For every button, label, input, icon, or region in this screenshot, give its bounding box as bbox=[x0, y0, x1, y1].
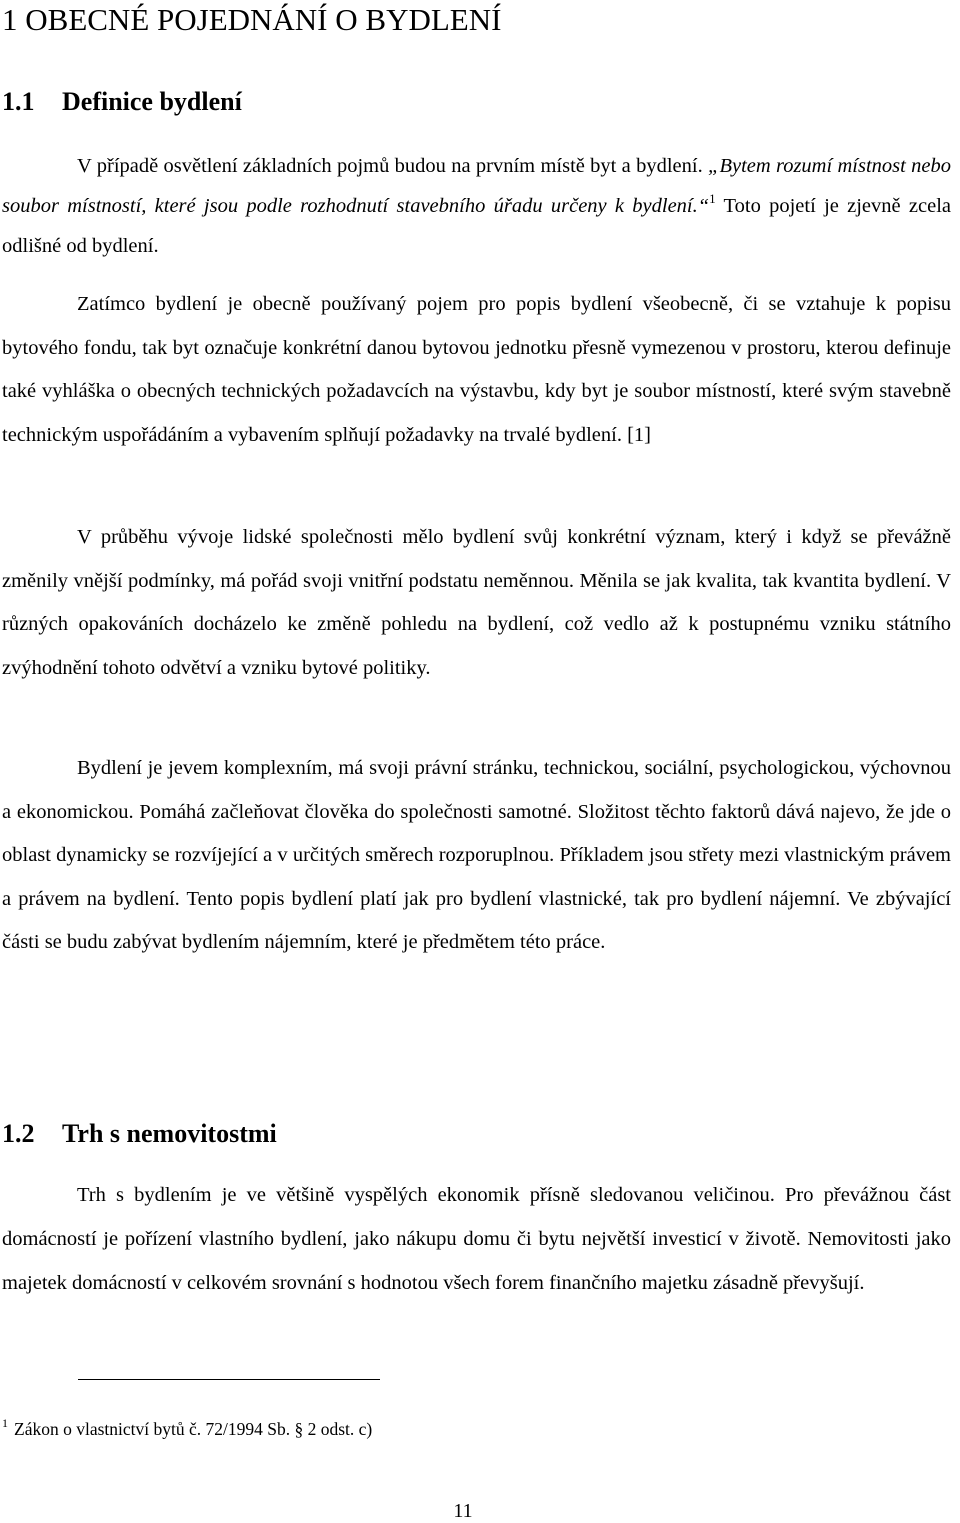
paragraph-byt-vs-bydleni: Zatímco bydlení je obecně používaný pojem pro popis bydlení všeobecně, či se vztahuje k popisu bytového fondu, tak byt označuje konkrétní danou bytovou jednotku přesně vymezenou v prostoru, kterou definuje také vyhláška o obecných technických požadavcích na výstavbu, kdy byt je soubor místností, které svým stavebně technickým uspořádáním a vybavením splňují požadavky na trvalé bydlení. [1] bbox=[2, 293, 951, 446]
footnote bbox=[2, 1417, 372, 1441]
section-heading-definice bbox=[2, 86, 242, 118]
footnote-reference: 1 bbox=[709, 191, 716, 206]
page-number bbox=[0, 1500, 926, 1522]
footnote-text: Zákon o vlastnictví bytů č. 72/1994 Sb. § 2 odst. c) bbox=[14, 1419, 373, 1439]
paragraph-trh: Trh s bydlením je ve většině vyspělých ekonomik přísně sledovanou veličinou. Pro převážnou část domácností je pořízení vlastního bydlení, jako nákupu domu či bytu největší investicí v životě. Nemovitosti jako majetek domácností v celkovém srovnání s hodnotou všech forem finančního majetku zásadně převyšují. bbox=[2, 1184, 951, 1294]
law-quote: „Bytem rozumí místnost nebo soubor místností, které jsou podle rozhodnutí stavebního úřadu určeny k bydlení.“ bbox=[2, 155, 952, 217]
paragraph-definition bbox=[2, 146, 951, 266]
section-number: 1.1 bbox=[2, 87, 35, 116]
paragraph-tail: Toto pojetí je zjevně zcela odlišné od bydlení. bbox=[2, 195, 951, 257]
section-title: Trh s nemovitostmi bbox=[62, 1119, 277, 1148]
page-number-text: 11 bbox=[453, 1500, 473, 1522]
chapter-heading: 1 OBECNÉ POJEDNÁNÍ O BYDLENÍ bbox=[2, 2, 502, 37]
footnote-number: 1 bbox=[2, 1416, 8, 1430]
section-heading-trh bbox=[2, 1118, 277, 1150]
paragraph-komplexnost: Bydlení je jevem komplexním, má svoji právní stránku, technickou, sociální, psychologickou, výchovnou a ekonomickou. Pomáhá začleňovat člověka do společnosti samotné. Složitost těchto faktorů dává najevo, že jde o oblast dynamicky se rozvíjející a v určitých směrech rozporuplnou. Příkladem jsou střety mezi vlastnickým právem a právem na bydlení. Tento popis bydlení platí jak pro bydlení vlastnické, tak pro bydlení nájemní. Ve zbývající části se budu zabývat bydlením nájemním, které je předmětem této práce. bbox=[2, 757, 951, 953]
paragraph-intro: V případě osvětlení základních pojmů budou na prvním místě byt a bydlení. bbox=[77, 155, 709, 177]
footnote-separator bbox=[78, 1379, 380, 1380]
section-title: Definice bydlení bbox=[62, 87, 242, 116]
paragraph-vyvoj: V průběhu vývoje lidské společnosti mělo bydlení svůj konkrétní význam, který i když se převážně změnily vnější podmínky, má pořád svoji vnitřní podstatu neměnnou. Měnila se jak kvalita, tak kvantita bydlení. V různých opakováních docházelo ke změně pohledu na bydlení, což vedlo až k postupnému vzniku státního zvýhodnění tohoto odvětví a vzniku bytové politiky. bbox=[2, 526, 951, 679]
section-number: 1.2 bbox=[2, 1119, 35, 1148]
